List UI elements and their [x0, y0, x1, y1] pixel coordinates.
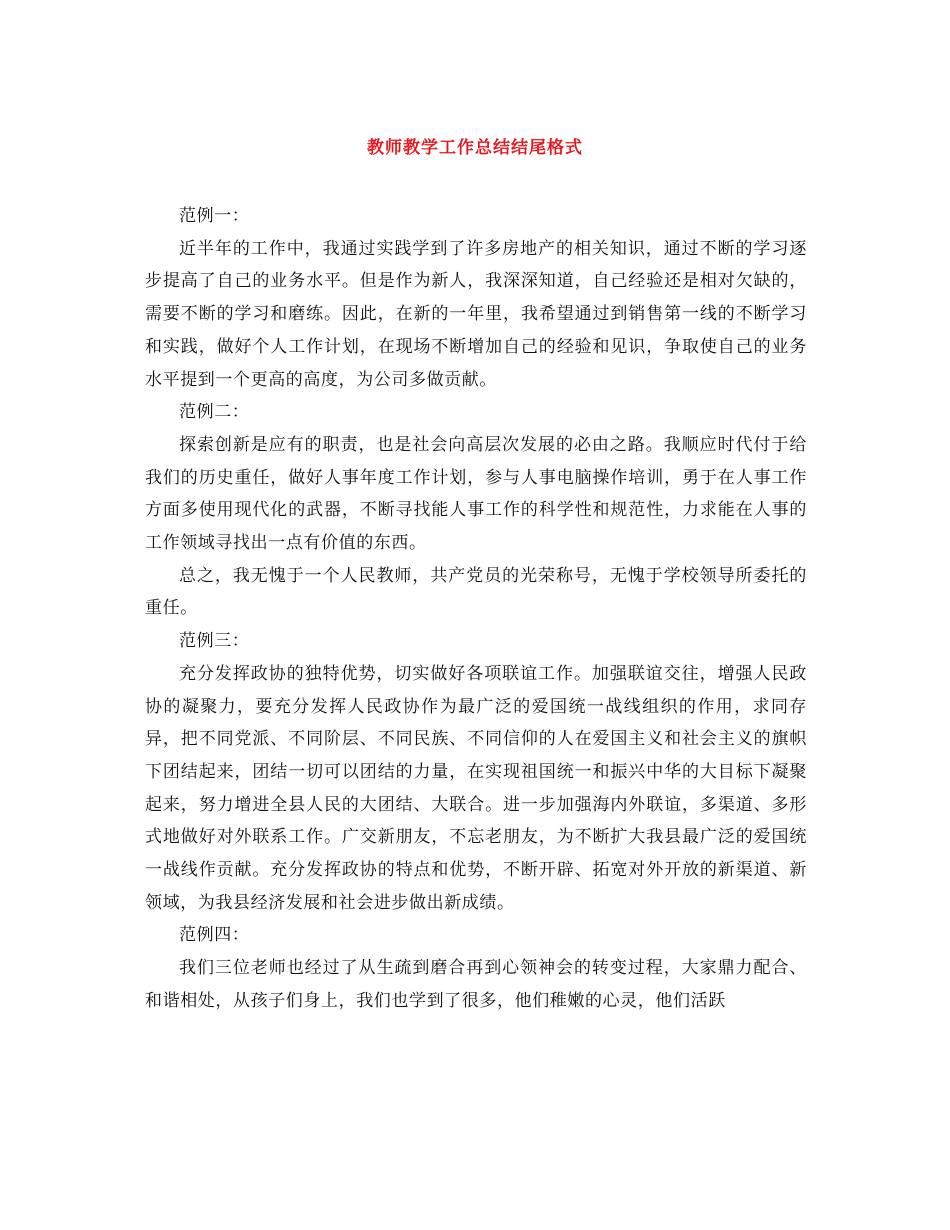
paragraph-example-1: 近半年的工作中，我通过实践学到了许多房地产的相关知识，通过不断的学习逐步提高了自己的业务水平。但是作为新人，我深深知道，自己经验还是相对欠缺的，需要不断的学习和磨练。因此，在新的一年里，我希望通过到销售第一线的不断学习和实践，做好个人工作计划，在现场不断增加自己的经验和见识，争取使自己的业务水平提到一个更高的高度，为公司多做贡献。 — [145, 238, 807, 390]
document-title: 教师教学工作总结结尾格式 — [367, 138, 583, 158]
document-body — [145, 200, 807, 1018]
paragraph-summary: 总之，我无愧于一个人民教师，共产党员的光荣称号，无愧于学校领导所委托的重任。 — [145, 565, 807, 619]
paragraph-example-2: 探索创新是应有的职责，也是社会向高层次发展的必由之路。我顺应时代付于给我们的历史重任，做好人事年度工作计划，参与人事电脑操作培训，勇于在人事工作方面多使用现代化的武器，不断寻找能人事工作的科学性和规范性，力求能在人事的工作领域寻找出一点有价值的东西。 — [145, 434, 807, 554]
paragraph-example-4: 我们三位老师也经过了从生疏到磨合再到心领神会的转变过程，大家鼎力配合、和谐相处，从孩子们身上，我们也学到了很多，他们稚嫩的心灵，他们活跃 — [145, 958, 807, 1011]
section-heading-example-4: 范例四： — [179, 925, 250, 946]
section-heading-example-3: 范例三： — [179, 631, 250, 652]
section-heading-example-2: 范例二： — [179, 402, 250, 423]
paragraph-example-3: 充分发挥政协的独特优势，切实做好各项联谊工作。加强联谊交往，增强人民政协的凝聚力，要充分发挥人民政协作为最广泛的爱国统一战线组织的作用，求同存异，把不同党派、不同阶层、不同民族、不同信仰的人在爱国主义和社会主义的旗帜下团结起来，团结一切可以团结的力量，在实现祖国统一和振兴中华的大目标下凝聚起来，努力增进全县人民的大团结、大联合。进一步加强海内外联谊，多渠道、多形式地做好对外联系工作。广交新朋友，不忘老朋友，为不断扩大我县最广泛的爱国统一战线作贡献。充分发挥政协的特点和优势，不断开辟、拓宽对外开放的新渠道、新领域，为我县经济发展和社会进步做出新成绩。 — [145, 663, 807, 913]
section-heading-example-1: 范例一： — [179, 206, 250, 226]
